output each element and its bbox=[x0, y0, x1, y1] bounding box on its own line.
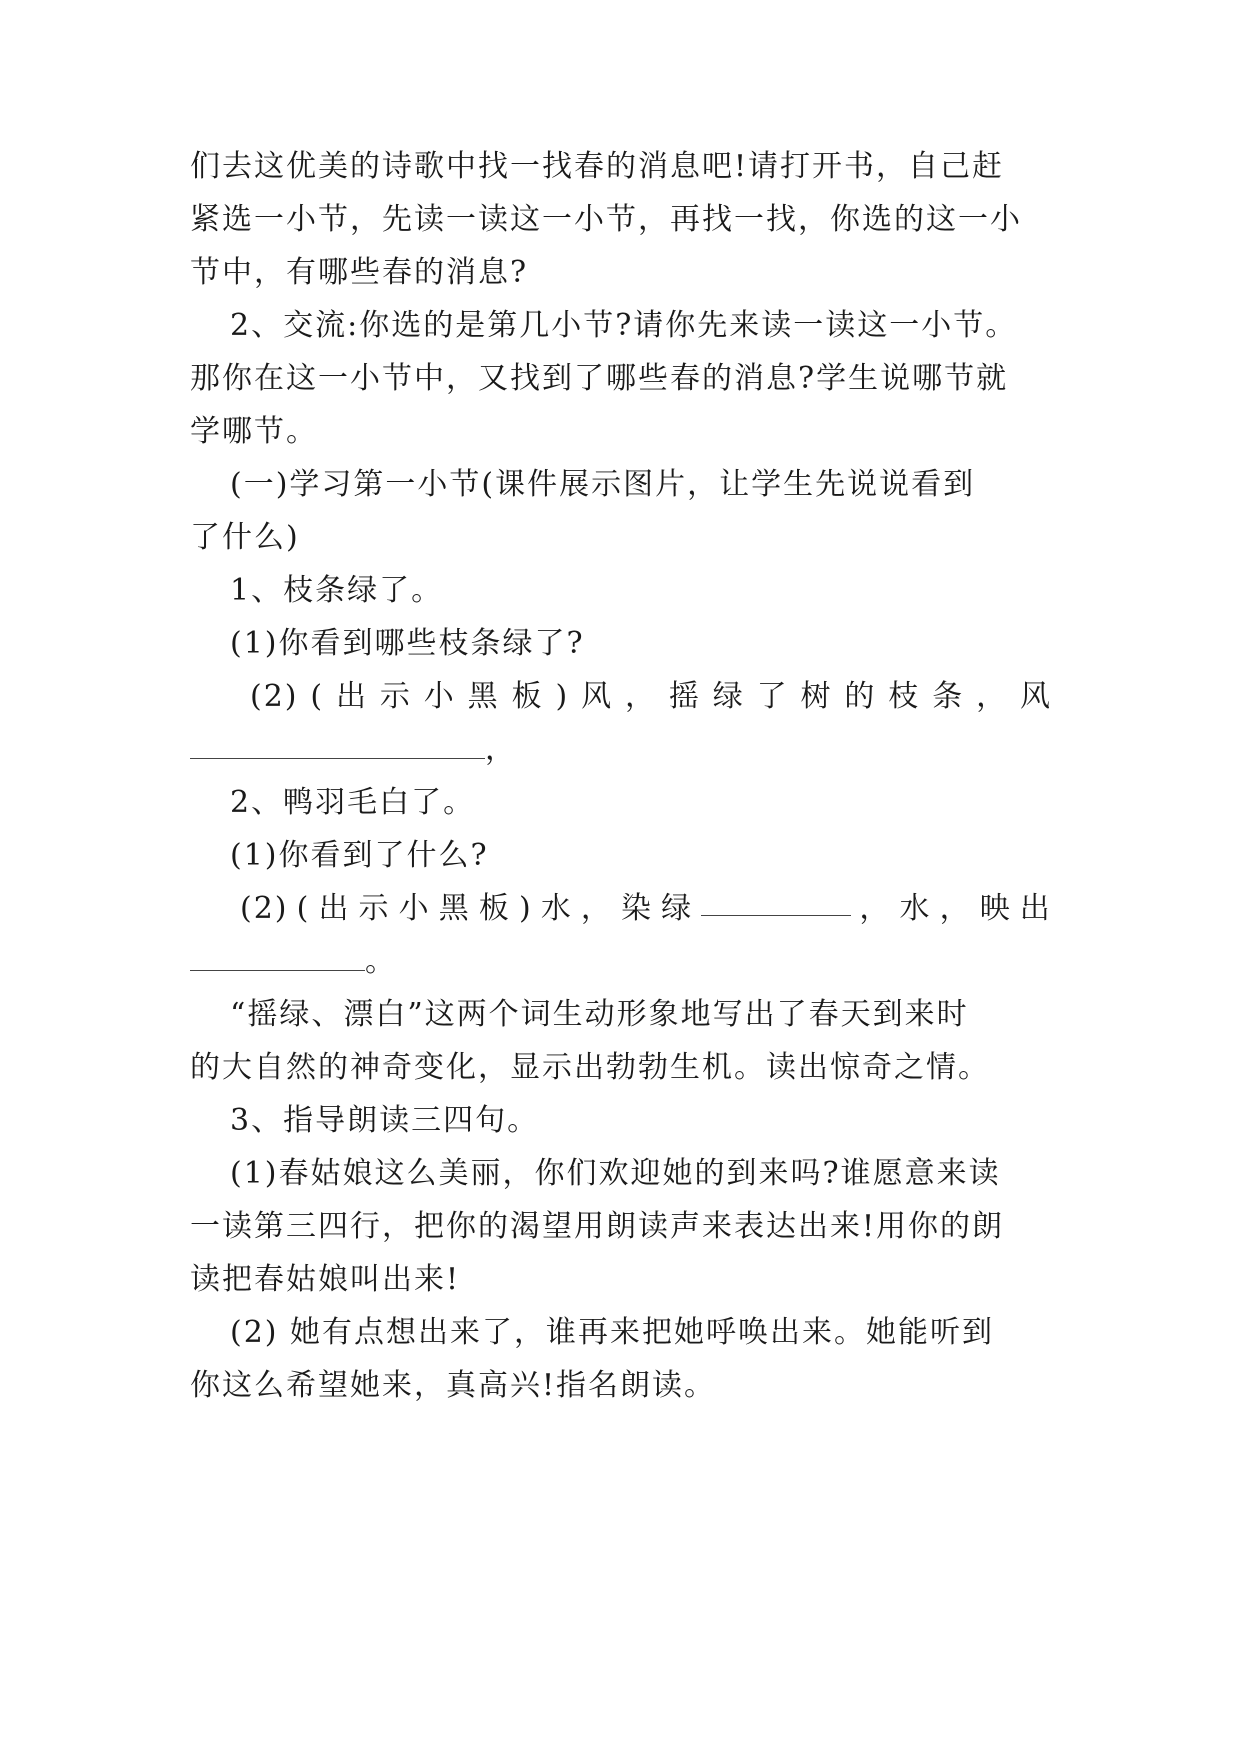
text-char: 风 bbox=[581, 679, 614, 714]
text-fragment: 。 bbox=[365, 944, 397, 979]
text-char: ， bbox=[624, 679, 657, 714]
text-fragment: ， bbox=[485, 732, 517, 767]
text-line: 们去这优美的诗歌中找一找春的消息吧!请打开书，自己赶 bbox=[190, 149, 1005, 184]
text-line: 节中，有哪些春的消息? bbox=[190, 255, 529, 290]
fill-in-line-wind bbox=[250, 677, 1052, 717]
text-char: ( bbox=[310, 679, 325, 714]
text-char: 板 bbox=[478, 891, 511, 926]
text-char: 条 bbox=[932, 679, 965, 714]
fill-in-line-water bbox=[240, 889, 1052, 929]
text-char: 的 bbox=[844, 679, 877, 714]
text-char: 风 bbox=[1019, 679, 1052, 714]
text-line: (2) 她有点想出来了，谁再来把她呼唤出来。她能听到 bbox=[230, 1315, 995, 1350]
text-line: 3、指导朗读三四句。 bbox=[230, 1103, 540, 1138]
fill-in-line-wind-end bbox=[190, 730, 1052, 770]
text-line: (1)你看到哪些枝条绿了? bbox=[230, 626, 585, 661]
text-char: (2) bbox=[240, 891, 289, 926]
text-char: ( bbox=[296, 891, 311, 926]
text-line: 你这么希望她来，真高兴!指名朗读。 bbox=[190, 1368, 717, 1403]
text-line: 的大自然的神奇变化，显示出勃勃生机。读出惊奇之情。 bbox=[190, 1050, 990, 1085]
text-char: 板 bbox=[511, 679, 544, 714]
text-char: 绿 bbox=[712, 679, 745, 714]
text-char: (2) bbox=[250, 679, 299, 714]
text-char: 摇 bbox=[668, 679, 701, 714]
text-line: 2、鸭羽毛白了。 bbox=[230, 785, 476, 820]
text-line: 那你在这一小节中，又找到了哪些春的消息?学生说哪节就 bbox=[190, 361, 1009, 396]
text-char: 出 bbox=[336, 679, 368, 714]
text-char: 水 bbox=[540, 891, 573, 926]
text-line: 读把春姑娘叫出来! bbox=[190, 1262, 461, 1297]
text-char: 枝 bbox=[888, 679, 921, 714]
text-char: 绿 bbox=[661, 891, 694, 926]
text-char: ) bbox=[518, 891, 533, 926]
text-char: 树 bbox=[800, 679, 833, 714]
fill-in-line-water-end bbox=[190, 942, 1052, 982]
fill-in-blank bbox=[190, 732, 485, 759]
text-char: ， bbox=[580, 891, 613, 926]
text-line: 了什么) bbox=[190, 520, 300, 555]
text-line: 学哪节。 bbox=[190, 414, 318, 449]
text-char: 映 bbox=[979, 891, 1012, 926]
text-char: 染 bbox=[621, 891, 654, 926]
text-char: 黑 bbox=[467, 679, 500, 714]
text-char: ， bbox=[859, 891, 892, 926]
text-line: 紧选一小节，先读一读这一小节，再找一找，你选的这一小 bbox=[190, 202, 1022, 237]
text-line: 一读第三四行，把你的渴望用朗读声来表达出来!用你的朗 bbox=[190, 1209, 1005, 1244]
text-char: 小 bbox=[398, 891, 431, 926]
fill-in-blank bbox=[190, 944, 365, 971]
text-char: ) bbox=[555, 679, 570, 714]
fill-in-blank bbox=[701, 889, 851, 916]
text-char: 了 bbox=[756, 679, 789, 714]
text-line: “摇绿、漂白”这两个词生动形象地写出了春天到来时 bbox=[230, 997, 969, 1032]
text-char: 水 bbox=[899, 891, 932, 926]
text-char: 出 bbox=[1019, 891, 1052, 926]
text-char: 出 bbox=[318, 891, 351, 926]
text-line: (1)春姑娘这么美丽，你们欢迎她的到来吗?谁愿意来读 bbox=[230, 1156, 1001, 1191]
text-char: 示 bbox=[358, 891, 391, 926]
text-char: ， bbox=[939, 891, 972, 926]
text-char: 示 bbox=[379, 679, 412, 714]
text-char: 小 bbox=[423, 679, 456, 714]
text-line: 2、交流:你选的是第几小节?请你先来读一读这一小节。 bbox=[230, 308, 1018, 343]
text-char: ， bbox=[976, 679, 1009, 714]
text-line: (1)你看到了什么? bbox=[230, 838, 489, 873]
text-line: 1、枝条绿了。 bbox=[230, 573, 444, 608]
text-char: 黑 bbox=[438, 891, 471, 926]
text-line: (一)学习第一小节(课件展示图片，让学生先说说看到 bbox=[230, 467, 976, 502]
